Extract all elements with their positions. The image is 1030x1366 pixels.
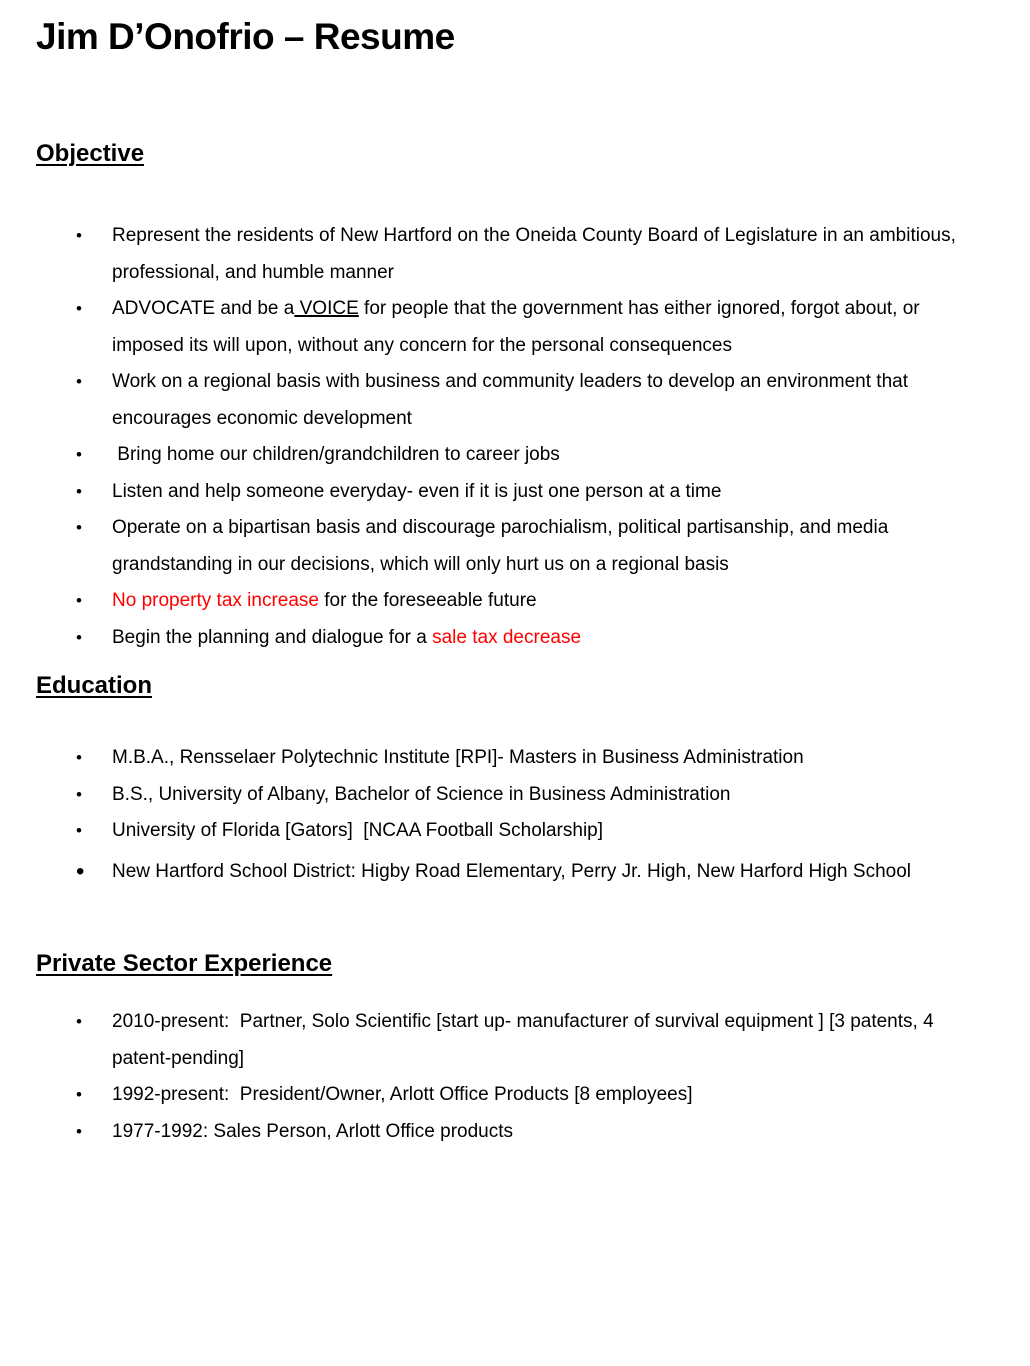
section-private-sector-experience: [36, 950, 994, 1150]
bullet-text: [112, 437, 560, 474]
bullet-text-segment: for people that the government has either ignored, forgot about, or imposed its will upon, without any concern for the personal consequences: [112, 298, 925, 356]
bullet-item: [76, 740, 994, 777]
bullet-text: [112, 364, 992, 437]
section-education: [36, 672, 994, 890]
bullet-text: [112, 813, 603, 850]
bullet-text-segment: Work on a regional basis with business and community leaders to develop an environment that encourages economic development: [112, 371, 914, 429]
bullet-icon: •: [76, 481, 82, 501]
bullet-item: [76, 583, 994, 620]
section-heading-education: Education: [36, 672, 153, 699]
bullet-icon: •: [76, 299, 82, 318]
bullet-item: [76, 813, 994, 850]
bullet-text-segment: B.S., University of Albany, Bachelor of Science in Business Administration: [112, 783, 731, 805]
bullet-text-segment: University of Florida [Gators] [NCAA Football Scholarship]: [112, 820, 604, 841]
bullet-icon: •: [76, 591, 82, 610]
bullet-text: [112, 510, 992, 583]
section-list-objective: [36, 218, 994, 656]
bullet-text-segment: Begin the planning and dialogue for a: [112, 626, 433, 648]
bullet-text: [112, 291, 992, 364]
bullet-item: [76, 474, 994, 511]
bullet-item: [76, 291, 994, 364]
bullet-item: [76, 1114, 994, 1151]
bullet-text: [112, 583, 537, 620]
bullet-icon: •: [76, 518, 82, 537]
bullet-icon: •: [76, 748, 82, 767]
bullet-item: [76, 437, 994, 474]
bullet-icon: •: [76, 784, 82, 804]
section-objective: [36, 140, 994, 656]
bullet-icon: •: [76, 445, 82, 464]
bullet-icon: •: [76, 821, 82, 840]
bullet-text-segment: New Hartford School District: Higby Road Elementary, Perry Jr. High, New Harford High School: [112, 860, 911, 882]
bullet-item: [76, 218, 994, 291]
bullet-item: [76, 364, 994, 437]
bullet-item: [76, 510, 994, 583]
bullet-text-segment: Listen and help someone everyday- even if it is just one person at a time: [112, 480, 722, 502]
bullet-text-segment: for the foreseeable future: [319, 590, 537, 611]
bullet-icon: •: [76, 857, 85, 885]
bullet-icon: •: [76, 372, 82, 391]
bullet-text: [112, 777, 731, 814]
document-title: Jim D’Onofrio – Resume: [36, 16, 455, 57]
bullet-text: [112, 1077, 693, 1114]
bullet-icon: •: [76, 627, 82, 647]
bullet-item: [76, 777, 994, 814]
bullet-text-segment: No property tax increase: [112, 590, 319, 611]
bullet-text-segment: M.B.A., Rensselaer Polytechnic Institute [RPI]- Masters in Business Administration: [112, 747, 804, 768]
section-heading-objective: Objective: [36, 140, 145, 167]
bullet-icon: •: [76, 226, 82, 245]
section-list-education: [36, 740, 994, 890]
bullet-text: [112, 740, 804, 777]
bullet-text-segment: sale tax decrease: [432, 626, 582, 648]
bullet-item: [76, 854, 994, 891]
bullet-icon: •: [76, 1012, 82, 1031]
bullet-text-segment: 1977-1992: Sales Person, Arlott Office products: [112, 1120, 513, 1142]
bullet-text-segment: 1992-present: President/Owner, Arlott Office Products [8 employees]: [112, 1084, 693, 1105]
bullet-text: [112, 620, 581, 657]
bullet-item: [76, 1077, 994, 1114]
bullet-item: [76, 1004, 994, 1077]
bullet-text-segment: ADVOCATE and be a: [112, 298, 295, 319]
bullet-icon: •: [76, 1121, 82, 1141]
bullet-text-segment: VOICE: [294, 298, 359, 319]
bullet-icon: •: [76, 1085, 82, 1104]
section-list-private-sector-experience: [36, 1004, 994, 1150]
bullet-text: [112, 474, 721, 511]
bullet-text-segment: 2010-present: Partner, Solo Scientific [start up- manufacturer of survival equipment ] [3 patents, 4 patent-pending]: [112, 1011, 939, 1069]
bullet-text-segment: Bring home our children/grandchildren to career jobs: [112, 444, 560, 465]
bullet-text: [112, 854, 911, 891]
bullet-text: [112, 1114, 513, 1151]
bullet-text-segment: Operate on a bipartisan basis and discourage parochialism, political partisanship, and media grandstanding in our decisions, which will only hurt us on a regional basis: [112, 517, 894, 575]
bullet-text-segment: Represent the residents of New Hartford on the Oneida County Board of Legislature in an ambitious, professional, and humble manner: [112, 225, 962, 283]
section-heading-private-sector-experience: Private Sector Experience: [36, 950, 333, 977]
bullet-item: [76, 620, 994, 657]
bullet-text: [112, 1004, 992, 1077]
bullet-text: [112, 218, 992, 291]
document-sections: [36, 140, 994, 1150]
